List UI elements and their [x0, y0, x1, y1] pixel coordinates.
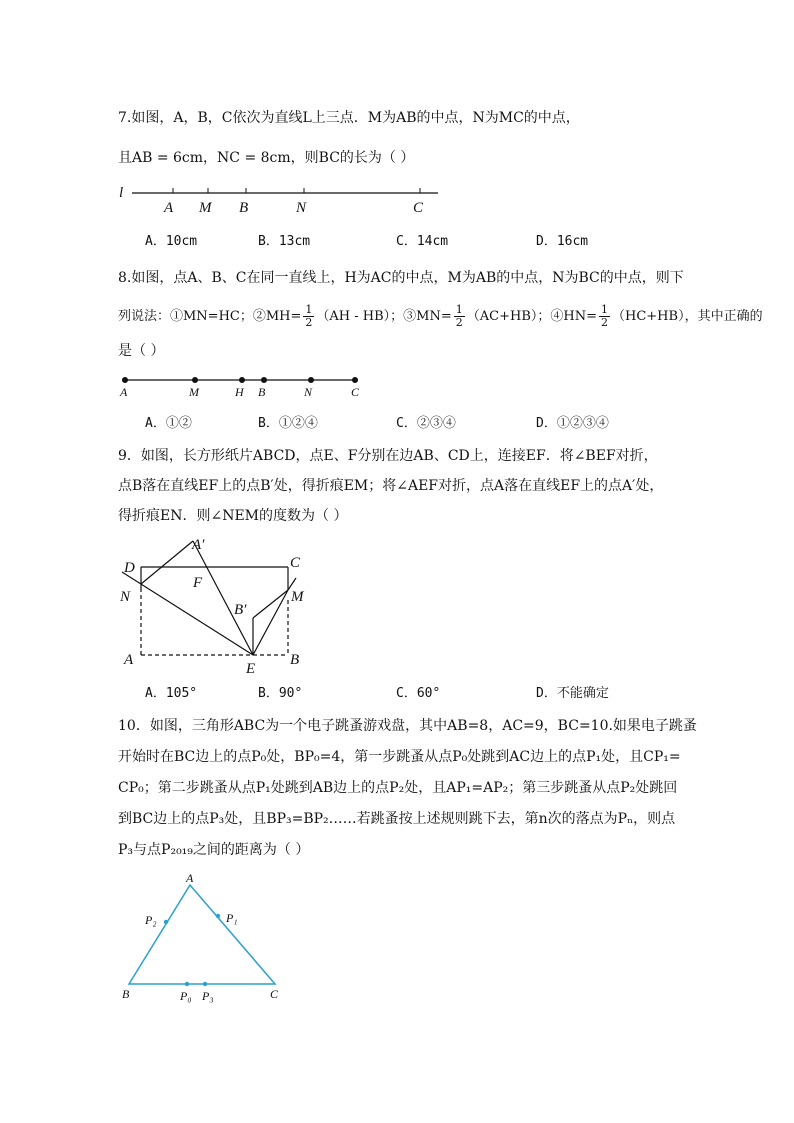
q10-label-A: A	[186, 871, 194, 885]
q7-choice-a[interactable]: A．10cm	[145, 234, 198, 249]
q10-stem-line3: CP₀；第二步跳蚤从点P₁处跳到AB边上的点P₂处，且AP₁=AP₂；第三步跳蚤从点P₂处跳回	[118, 780, 678, 796]
q9-stem-line3: 得折痕EN．则∠NEM的度数为（ ）	[118, 508, 348, 524]
q7-label-M: M	[199, 200, 212, 216]
q8-stem-part1: 列说法：①MN=HC；②MH=	[118, 309, 302, 324]
q8-label-N: N	[304, 385, 313, 399]
q8-fraction-3: $\frac{1}{2}$	[601, 303, 608, 329]
q9-choice-d[interactable]: D．不能确定	[536, 686, 609, 701]
q7-choice-d[interactable]: D．16cm	[536, 234, 589, 249]
q9-choice-c[interactable]: C．60°	[396, 686, 441, 701]
q10-triangle-figure	[122, 871, 279, 1003]
q10-stem-line5: P₃与点P₂₀₁₉之间的距离为（ ）	[118, 842, 310, 858]
q9-label-F: F	[193, 575, 203, 591]
q9-figure-labels	[119, 537, 305, 677]
q10-stem-line4: 到BC边上的点P₃处，且BP₃=BP₂……若跳蚤按上述规则跳下去，第n次的落点为Pₙ，则点	[118, 811, 676, 827]
q10-label-P2: P₂	[145, 913, 157, 927]
q8-choice-a[interactable]: A．①②	[145, 416, 192, 431]
q7-label-A: A	[164, 200, 174, 216]
q8-label-B: B	[258, 385, 266, 399]
q8-stem-line2	[118, 304, 763, 329]
q10-label-P3: P₃	[202, 989, 214, 1003]
q7-stem-line1: 7.如图，A，B，C依次为直线L上三点．M为AB的中点，N为MC的中点，	[118, 110, 580, 126]
q9-choice-b[interactable]: B．90°	[258, 686, 303, 701]
q9-label-N: N	[120, 589, 131, 605]
q8-number-line-figure	[119, 377, 360, 399]
q7-label-C: C	[413, 200, 424, 216]
q8-label-C: C	[351, 385, 360, 399]
q9-label-E: E	[246, 661, 256, 677]
q8-choice-b[interactable]: B．①②④	[258, 416, 318, 431]
q7-label-l: l	[119, 185, 124, 201]
q10-stem-line2: 开始时在BC边上的点P₀处，BP₀=4，第一步跳蚤从点P₀处跳到AC边上的点P₁处，且CP₁=	[118, 749, 681, 765]
q7-stem-line2: 且AB = 6cm，NC = 8cm，则BC的长为（ ）	[118, 150, 415, 166]
q9-label-A: A	[124, 652, 134, 668]
q8-choice-c[interactable]: C．②③④	[396, 416, 456, 431]
q9-label-A-prime: A′	[192, 537, 205, 553]
q8-stem-part3: （AC+HB）；④HN=	[466, 309, 597, 324]
q8-stem-part2: （AH - HB）；③MN=	[316, 309, 452, 324]
q8-stem-line1: 8.如图，点A、B、C在同一直线上，H为AC的中点，M为AB的中点，N为BC的中点，则下	[118, 270, 684, 286]
q9-label-M: M	[291, 589, 304, 605]
q8-choice-d[interactable]: D．①②③④	[536, 416, 609, 431]
q9-folding-figure	[122, 541, 296, 655]
q10-label-B: B	[122, 987, 130, 1001]
q10-label-C: C	[270, 987, 279, 1001]
q9-stem-line2: 点B落在直线EF上的点B′处，得折痕EM；将∠AEF对折，点A落在直线EF上的点A′处，	[118, 478, 664, 494]
q9-label-B: B	[290, 652, 300, 668]
q9-choice-a[interactable]: A．105°	[145, 686, 198, 701]
q8-label-H: H	[235, 385, 244, 399]
q10-stem-line1: 10．如图，三角形ABC为一个电子跳蚤游戏盘，其中AB=8，AC=9，BC=10.如果电子跳蚤	[118, 718, 697, 734]
q10-label-P0: P₀	[180, 989, 192, 1003]
q9-stem-line1: 9．如图，长方形纸片ABCD，点E、F分别在边AB、CD上，连接EF．将∠BEF对折，	[118, 448, 658, 464]
q7-label-N: N	[296, 200, 307, 216]
q8-fraction-1: $\frac{1}{2}$	[305, 303, 313, 329]
q8-label-A: A	[120, 385, 128, 399]
q9-label-D: D	[124, 560, 135, 576]
q8-label-M: M	[189, 385, 199, 399]
q8-stem-part4: （HC+HB），其中正确的	[612, 309, 763, 324]
q8-stem-line3: 是（ ）	[118, 343, 165, 359]
q7-label-B: B	[239, 200, 249, 216]
q9-label-C: C	[290, 555, 301, 571]
q10-label-P1: P₁	[226, 911, 238, 925]
q7-number-line-figure	[119, 185, 438, 216]
q9-label-B-prime: B′	[234, 602, 247, 618]
q8-fraction-2: $\frac{1}{2}$	[455, 303, 463, 329]
q7-choice-b[interactable]: B．13cm	[258, 234, 311, 249]
q7-choice-c[interactable]: C．14cm	[396, 234, 449, 249]
